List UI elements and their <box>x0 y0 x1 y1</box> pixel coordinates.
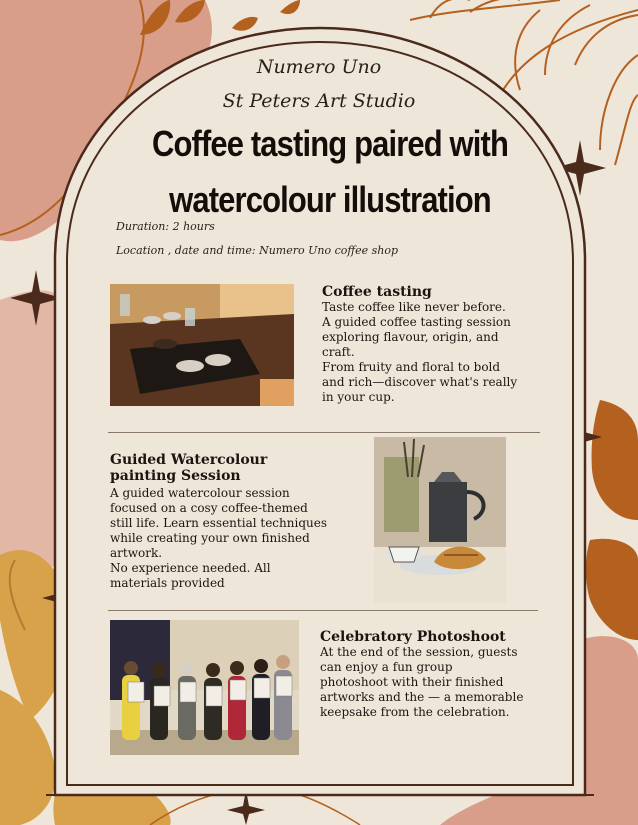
duration-text: Duration: 2 hours <box>116 220 215 233</box>
body-line: No experience needed. All <box>110 561 271 575</box>
group-photoshoot-photo <box>110 620 299 755</box>
body-line: From fruity and floral to bold <box>322 360 501 374</box>
studio-subtitle: St Peters Art Studio <box>222 90 416 112</box>
title-line-2: watercolour illustration <box>169 179 491 220</box>
body-line: while creating your own finished <box>110 531 310 545</box>
body-line: At the end of the session, guests <box>320 645 518 659</box>
title-line-1: Coffee tasting paired with <box>151 123 509 164</box>
coffee-tasting-heading: Coffee tasting <box>322 284 432 300</box>
body-line: artwork. <box>110 546 163 560</box>
body-line: focused on a cosy coffee-themed <box>110 501 308 515</box>
coffee-tasting-description <box>322 300 517 405</box>
body-line: materials provided <box>110 576 225 590</box>
body-line: still life. Learn essential techniques <box>110 516 327 530</box>
section-divider <box>108 432 540 433</box>
coffee-tasting-photo <box>110 284 294 406</box>
body-line: in your cup. <box>322 390 395 404</box>
photoshoot-description <box>320 645 523 720</box>
body-line: Taste coffee like never before. <box>322 300 506 314</box>
watercolour-heading <box>110 452 267 484</box>
body-line: photoshoot with their finished <box>320 675 504 689</box>
body-line: and rich—discover what's really <box>322 375 518 389</box>
watercolour-description <box>110 486 327 591</box>
body-line: keepsake from the celebration. <box>320 705 510 719</box>
body-line: A guided watercolour session <box>110 486 290 500</box>
location-text: Location , date and time: Numero Uno coffee shop <box>116 244 399 257</box>
body-line: can enjoy a fun group <box>320 660 453 674</box>
body-line: exploring flavour, origin, and <box>322 330 499 344</box>
studio-name: Numero Uno <box>256 56 382 78</box>
page-title <box>149 116 510 228</box>
section-divider <box>108 610 538 611</box>
body-line: craft. <box>322 345 355 359</box>
body-line: artworks and the — a memorable <box>320 690 524 704</box>
body-line: A guided coffee tasting session <box>322 315 511 329</box>
watercolour-painting-image <box>374 437 506 603</box>
photoshoot-heading: Celebratory Photoshoot <box>320 629 506 645</box>
heading-line: Guided Watercolour <box>110 452 268 468</box>
heading-line: painting Session <box>110 468 241 484</box>
